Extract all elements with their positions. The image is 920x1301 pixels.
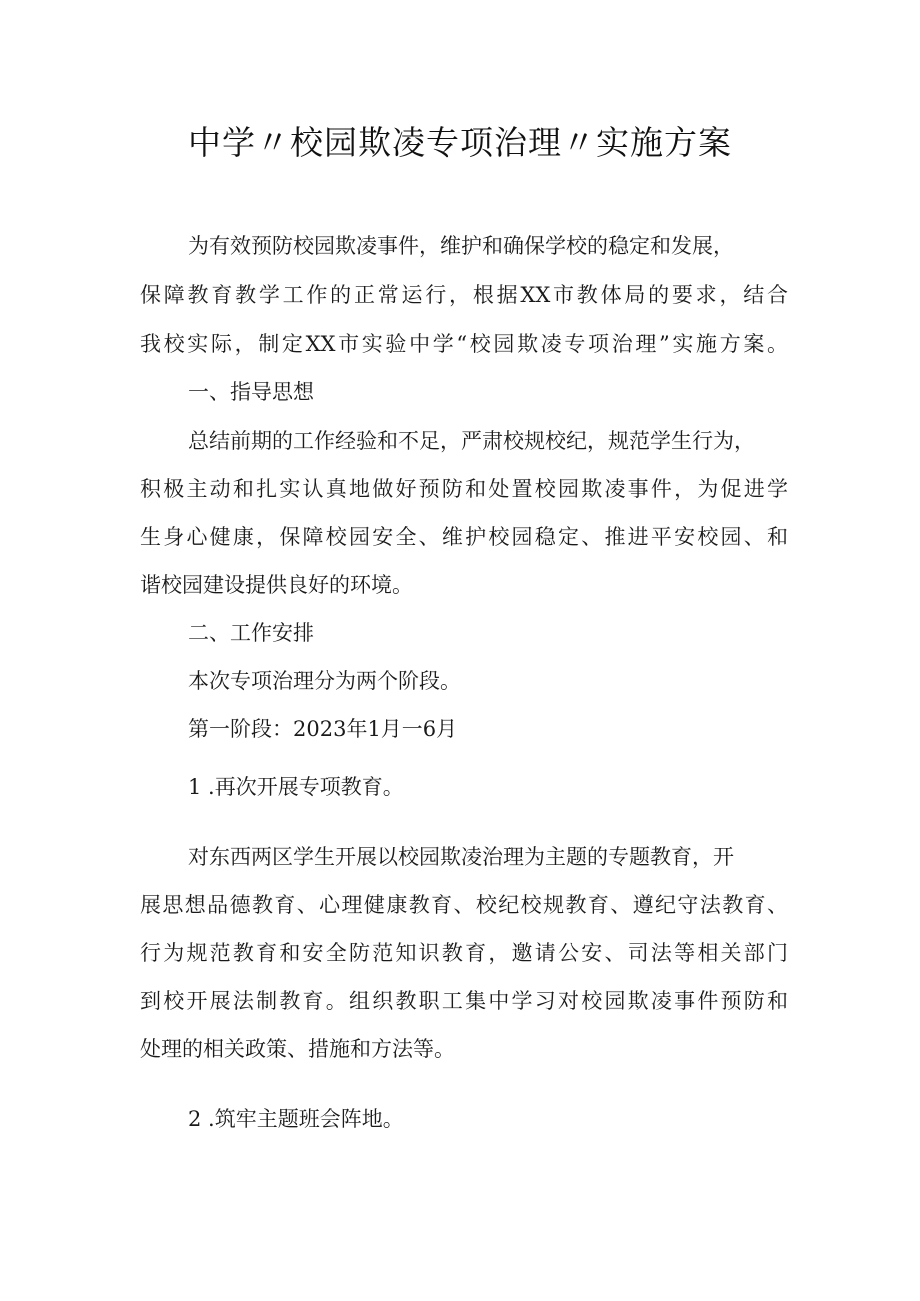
document-title: 中学〃校园欺凌专项治理〃实施方案 xyxy=(188,123,732,162)
paragraph-line: 谐校园建设提供良好的环境。 xyxy=(140,573,413,597)
section-heading: 二、工作安排 xyxy=(188,621,314,645)
paragraph-line: 生身心健康，保障校园安全、维护校园稳定、推进平安校园、和 xyxy=(140,525,788,549)
phase-heading: 第一阶段：2023年1月一6月 xyxy=(188,717,458,741)
paragraph-line: 对东西两区学生开展以校园欺凌治理为主题的专题教育，开 xyxy=(188,845,734,869)
paragraph-line: 积极主动和扎实认真地做好预防和处置校园欺凌事件，为促进学 xyxy=(140,477,788,501)
paragraph-line: 本次专项治理分为两个阶段。 xyxy=(188,669,461,693)
list-item: 1 .再次开展专项教育。 xyxy=(188,775,404,799)
paragraph-line: 保障教育教学工作的正常运行，根据XX市教体局的要求，结合 xyxy=(140,283,788,307)
section-heading: 一、指导思想 xyxy=(188,380,314,404)
paragraph-line: 处理的相关政策、措施和方法等。 xyxy=(140,1037,455,1061)
list-item: 2 .筑牢主题班会阵地。 xyxy=(188,1107,404,1131)
paragraph-line: 总结前期的工作经验和不足，严肃校规校纪，规范学生行为， xyxy=(188,429,755,453)
paragraph-line: 到校开展法制教育。组织教职工集中学习对校园欺凌事件预防和 xyxy=(140,989,788,1013)
paragraph-line: 为有效预防校园欺凌事件，维护和确保学校的稳定和发展， xyxy=(188,234,734,258)
paragraph-line: 我校实际，制定XX市实验中学“校园欺凌专项治理”实施方案。 xyxy=(140,332,788,356)
paragraph-line: 行为规范教育和安全防范知识教育，邀请公安、司法等相关部门 xyxy=(140,941,788,965)
paragraph-line: 展思想品德教育、心理健康教育、校纪校规教育、遵纪守法教育、 xyxy=(140,893,788,917)
